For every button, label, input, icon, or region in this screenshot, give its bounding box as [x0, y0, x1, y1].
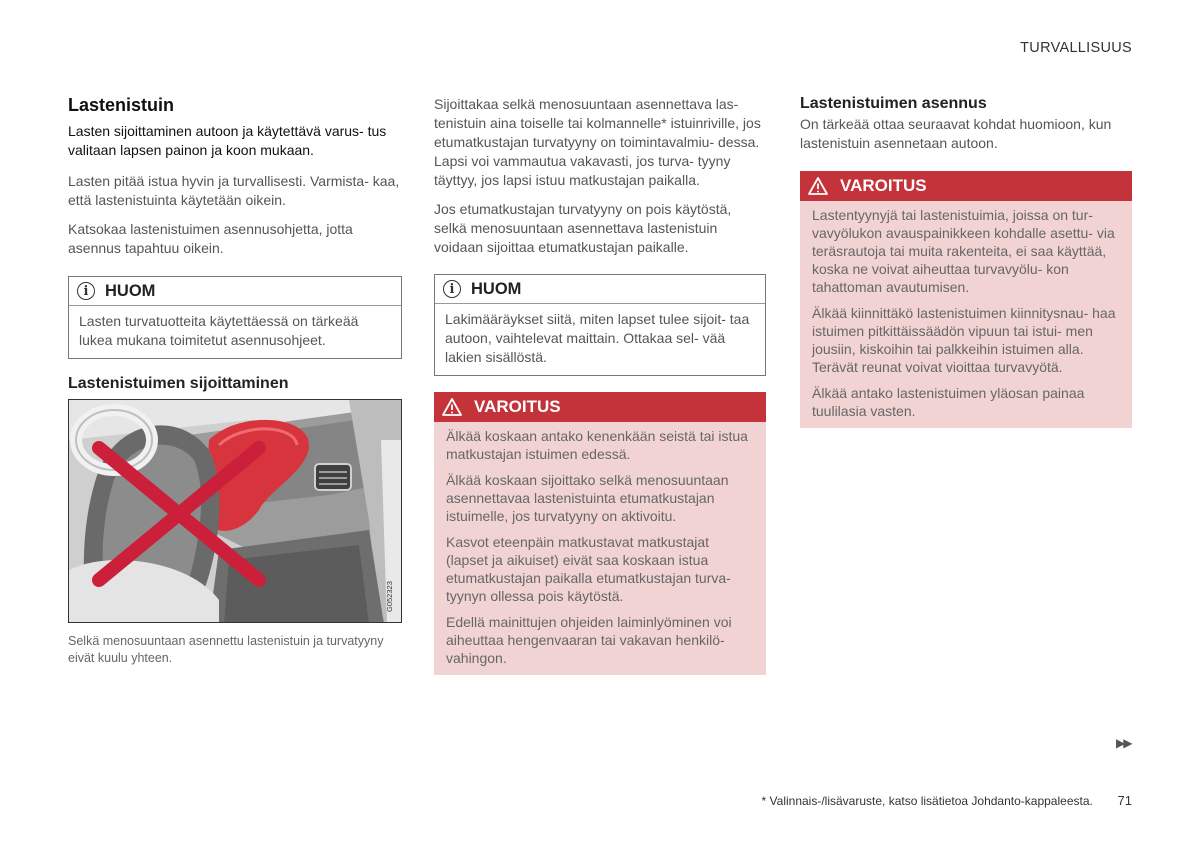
- column-1: [68, 95, 402, 667]
- body-paragraph: Katsokaa lastenistuimen asennusohjetta, jotta asennus tapahtuu oikein.: [68, 221, 353, 256]
- section-title: TURVALLISUUS: [1020, 40, 1132, 56]
- note-header: [435, 275, 765, 304]
- warning-body: [434, 422, 766, 675]
- figure-caption: Selkä menosuuntaan asennettu lastenistuin ja turvatyyny eivät kuulu yhteen.: [68, 634, 384, 665]
- body-paragraph: Lasten pitää istua hyvin ja turvallisesti. Varmista- kaa, että lastenistuinta käytetään oikein.: [68, 173, 400, 208]
- warning-paragraph: Lastentyynyjä tai lastenistuimia, joissa on tur- vavyölukon avauspainikkeen kohdalle asettu- via teräsrautoja tai muita rakenteita, ei saa käyttää, koska ne voivat aiheuttaa turvavyölu- kon tahattoman avautumisen.: [812, 207, 1115, 295]
- warning-box: [434, 392, 766, 675]
- body-paragraph: Sijoittakaa selkä menosuuntaan asennettava las- tenistuin aina toiselle tai kolmannelle* istuinriville, jos etumatkustajan turvatyyny on toimintavalmiu- dessa. Lapsi voi vammautua vakavasti, jos turva- tyyny täyttyy, jos lapsi istuu matkustajan paikalla.: [434, 96, 761, 188]
- note-title: HUOM: [105, 281, 156, 300]
- warning-header: [434, 392, 766, 422]
- warning-paragraph: Edellä mainittujen ohjeiden laiminlyöminen voi aiheuttaa hengenvaaran tai vakavan henkilö- vahingon.: [446, 614, 732, 666]
- sub-heading: Lastenistuimen asennus: [800, 95, 987, 112]
- car-interior-illustration: [69, 400, 402, 623]
- warning-paragraph: Älkää koskaan antako kenenkään seistä tai istua matkustajan istuimen edessä.: [446, 428, 748, 462]
- sub-heading: Lastenistuimen sijoittaminen: [68, 375, 289, 392]
- warning-triangle-icon: [442, 398, 462, 416]
- footnote: * Valinnais-/lisävaruste, katso lisätietoa Johdanto-kappaleesta.: [761, 794, 1093, 808]
- info-icon: i: [77, 282, 95, 300]
- note-text: Lasten turvatuotteita käytettäessä on tärkeää lukea mukana toimitetut asennusohjeet.: [79, 313, 359, 348]
- warning-paragraph: Kasvot eteenpäin matkustavat matkustajat (lapset ja aikuiset) eivät saa koskaan istua etumatkustajan paikalla etumatkustajan turva- tyynyn ollessa pois käytöstä.: [446, 534, 731, 604]
- warning-header: [800, 171, 1132, 201]
- note-header: [69, 277, 401, 306]
- next-page-arrows-icon: ▶▶: [1116, 736, 1131, 750]
- column-3: [800, 95, 1132, 428]
- note-box: [434, 274, 766, 376]
- warning-paragraph: Älkää koskaan sijoittako selkä menosuuntaan asennettavaa lastenistuinta etumatkustajan istuimelle, jos turvatyyny on aktivoitu.: [446, 472, 729, 524]
- body-paragraph: Jos etumatkustajan turvatyyny on pois käytöstä, selkä menosuuntaan asennettava lastenistuin voidaan sijoittaa etumatkustajan paikalle.: [434, 201, 732, 255]
- page-number: 71: [1117, 793, 1132, 808]
- lead-paragraph: Lasten sijoittaminen autoon ja käytettävä varus- tus valitaan lapsen painon ja koon mukaan.: [68, 123, 387, 158]
- warning-triangle-icon: [808, 177, 828, 195]
- warning-paragraph: Älkää kiinnittäkö lastenistuimen kiinnitysnau- haa istuimen pitkittäissäädön vipuun tai istui- men jousiin, kiskoihin tai palkkeihin istuimen alla. Terävät reunat voivat vioittaa turvavyötä.: [812, 305, 1116, 375]
- info-icon: i: [443, 280, 461, 298]
- note-title: HUOM: [471, 279, 522, 298]
- note-box: [68, 276, 402, 359]
- column-2: [434, 95, 766, 675]
- warning-paragraph: Älkää antako lastenistuimen yläosan painaa tuulilasia vasten.: [812, 385, 1085, 419]
- warning-title: VAROITUS: [474, 397, 561, 416]
- body-paragraph: On tärkeää ottaa seuraavat kohdat huomioon, kun lastenistuin asennetaan autoon.: [800, 116, 1112, 151]
- warning-title: VAROITUS: [840, 176, 927, 195]
- figure-code: G052323: [385, 581, 394, 612]
- page-heading: Lastenistuin: [68, 95, 175, 115]
- warning-body: [800, 201, 1132, 428]
- warning-box: [800, 171, 1132, 428]
- footer: [762, 793, 1132, 808]
- note-text: Lakimääräykset siitä, miten lapset tulee sijoit- taa autoon, vaihtelevat maittain. Ottakaa sel- vää lakien sisällöstä.: [445, 311, 750, 365]
- illustration: [68, 399, 402, 623]
